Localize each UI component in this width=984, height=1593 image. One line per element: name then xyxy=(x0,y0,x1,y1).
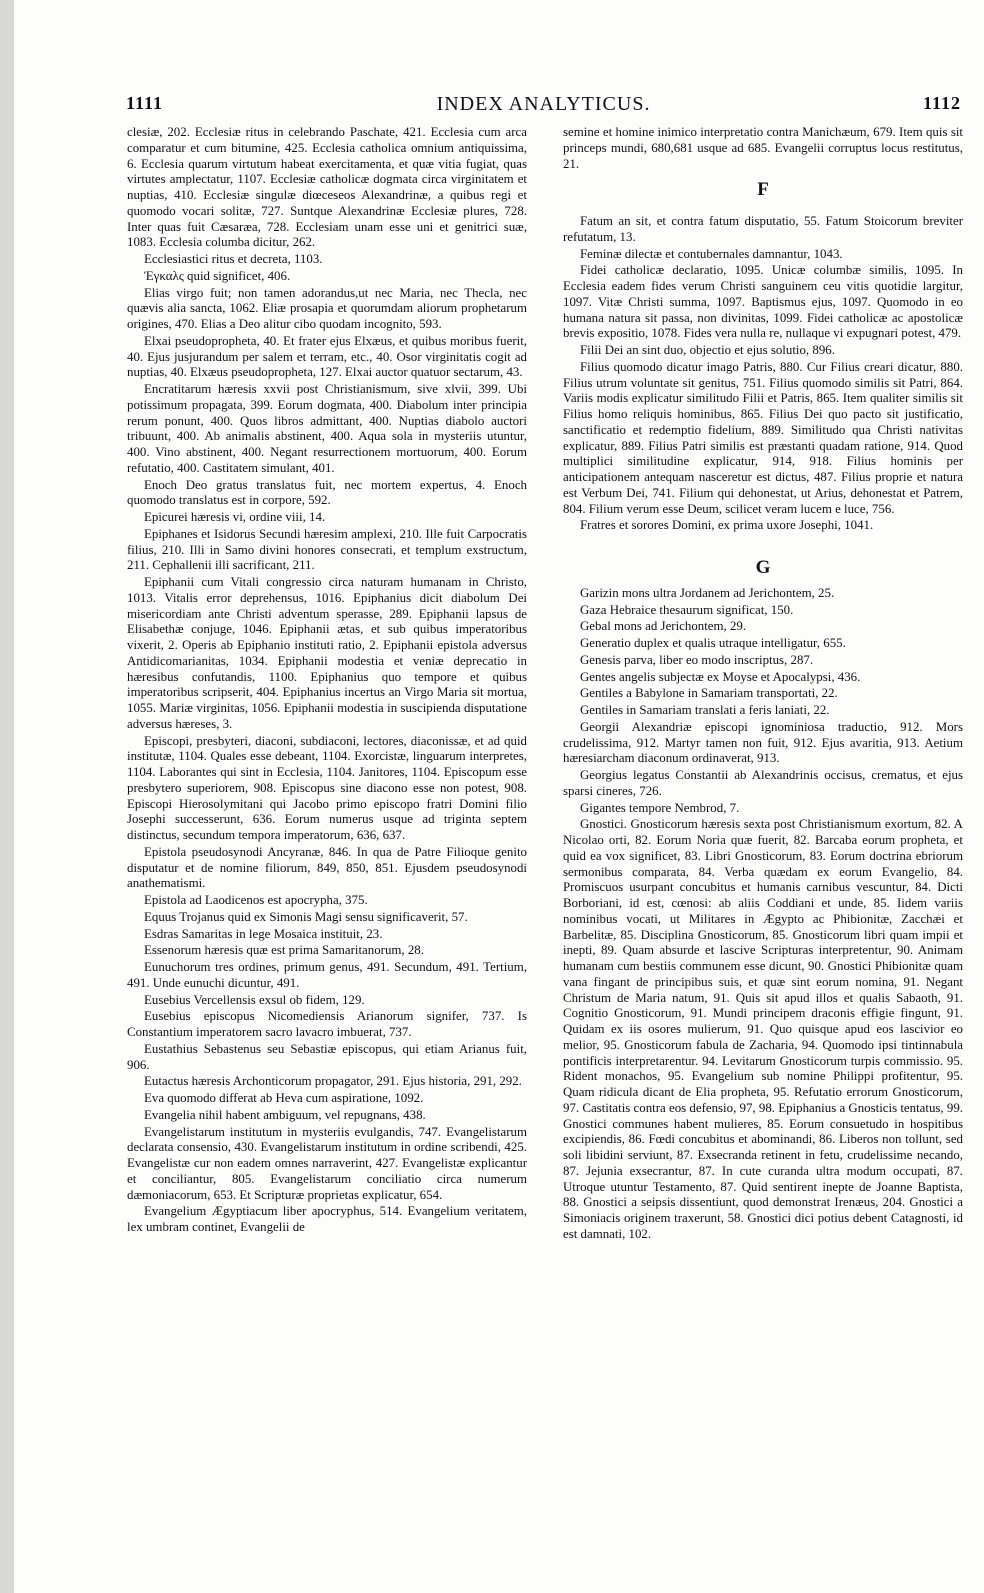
index-entry: Eusebius episcopus Nicomediensis Arianorum signifer, 737. Is Constantium imperatorem sacro lavacro imbuerat, 737. xyxy=(127,1009,527,1039)
index-entry: Enoch Deo gratus translatus fuit, nec mortem expertus, 4. Enoch quomodo translatus est in corpore, 592. xyxy=(127,477,527,508)
index-entry: Epiphanes et Isidorus Secundi hæresim amplexi, 210. Ille fuit Carpocratis filius, 210. Illi in Samo divini honores consecrati, et templum exstructum, 211. Cephallenii illi sacrificant, 211. xyxy=(127,526,527,573)
index-entry: Ecclesiastici ritus et decreta, 1103. xyxy=(144,252,323,266)
index-entry: Gigantes tempore Nembrod, 7. xyxy=(580,800,740,815)
index-entry: Gaza Hebraice thesaurum significat, 150. xyxy=(580,602,794,617)
index-entry: Filii Dei an sint duo, objectio et ejus solutio, 896. xyxy=(580,343,835,357)
index-entry: Gentiles in Samariam translati a feris laniati, 22. xyxy=(580,703,830,717)
index-entry: Equus Trojanus quid ex Simonis Magi sensu significaverit, 57. xyxy=(144,909,468,924)
index-entry: Essenorum hæresis quæ est prima Samaritanorum, 28. xyxy=(144,943,424,958)
page-header xyxy=(126,93,961,121)
index-entry: Gebal mons ad Jerichontem, 29. xyxy=(580,619,747,634)
index-entry: Epistola ad Laodicenos est apocrypha, 375. xyxy=(144,893,368,907)
page-number-right: 1112 xyxy=(922,93,961,113)
index-entry: Gentiles a Babylone in Samariam transportati, 22. xyxy=(580,686,838,701)
index-entry: Epicurei hæresis vi, ordine viii, 14. xyxy=(144,510,326,524)
right-column xyxy=(563,125,963,1244)
index-entry: Evangelium Ægyptiacum liber apocryphus, 514. Evangelium veritatem, lex umbram continet, Evangelii de xyxy=(127,1204,527,1234)
section-letter-g: G xyxy=(755,557,771,578)
index-entry: Fratres et sorores Domini, ex prima uxore Josephi, 1041. xyxy=(580,518,874,533)
index-entry: Episcopi, presbyteri, diaconi, subdiaconi, lectores, diaconissæ, et ad quid institutæ, 1104. Quales esse debeant, 1104. Exorcistæ, linguarum interpretes, 1104. Laborantes qui sint in Ecclesia, 1104. Janitores, 1104. Episcopum esse presbytero superiorem, 908. Episcopus sine diacono esse non potest, 908. Episcopi Hierosolymitani qui Jacobo primo episcopo fratri Domini filio Josephi successerunt, 636. Eorum numerus usque ad triginta septem distinctus, secundum tempora imperatorum, 636, 637. xyxy=(127,733,527,842)
index-entry: Georgius legatus Constantii ab Alexandrinis occisus, crematus, et ejus sparsi cineres, 726. xyxy=(563,768,963,798)
index-entry: Feminæ dilectæ et contubernales damnantur, 1043. xyxy=(580,246,843,261)
index-entry: Elias virgo fuit; non tamen adorandus,ut nec Maria, nec Thecla, nec quævis alia sancta, 1062. Eliæ prosapia et quorumdam aliorum prophetarum origines, 470. Elias a Deo alitur cibo quodam incognito, 593. xyxy=(127,285,527,331)
index-entry: Fatum an sit, et contra fatum disputatio, 55. Fatum Stoicorum breviter refutatum, 13. xyxy=(563,214,963,244)
index-entry: Eusebius Vercellensis exsul ob fidem, 129. xyxy=(144,992,365,1007)
index-entry: Eva quomodo differat ab Heva cum aspiratione, 1092. xyxy=(144,1091,424,1105)
index-entry-continuation: semine et homine inimico interpretatio contra Manichæum, 679. Item quis sit princeps mundi, 680,681 usque ad 685. Evangelii corruptus locus restitutus, 21. xyxy=(563,125,963,171)
index-entry: Gentes angelis subjectæ ex Moyse et Apocalypsi, 436. xyxy=(580,669,861,684)
index-entry: Encratitarum hæresis xxvii post Christianismum, sive xlvii, 399. Ubi potissimum propagata, 399. Eorum dogmata, 400. Diabolum inter principia rerum ponunt, 400. Quos libros admittant, 400. Nuptias diabolo auctori tribuunt, 400. Ab animalis abstinent, 400. Aqua sola in mysteriis utuntur, 400. Vino abstinent, 400. Negant resurrectionem mortuorum, 400. Eorum refutatio, 400. Castitatem simulant, 401. xyxy=(127,382,527,475)
index-entry: Generatio duplex et qualis utraque intelligatur, 655. xyxy=(580,636,846,650)
index-entry: Elxai pseudopropheta, 40. Et frater ejus Elxæus, et quibus moribus fuerit, 40. Ejus jusjurandum per salem et terram, etc., 40. Osor virginitatis cogit ad nuptias, 40. Elxæus pseudopropheta, 127. Elxai auctor quatuor sectarum, 43. xyxy=(127,333,527,380)
index-entry: Ἐγκαλς quid significet, 406. xyxy=(144,268,291,283)
index-entry: Epistola pseudosynodi Ancyranæ, 846. In qua de Patre Filioque genito disputatur et de nomine filiorum, 849, 850, 851. Ejusdem pseudosynodi anathematismi. xyxy=(127,844,527,891)
index-entry: Garizin mons ultra Jordanem ad Jerichontem, 25. xyxy=(580,585,835,600)
index-entry: Fidei catholicæ declaratio, 1095. Unicæ columbæ similis, 1095. In Ecclesia eadem fides verum Christi sanguinem ceu vitis quotidie largitur, 1097. Vitæ Christi summa, 1097. Baptismus ejus, 1097. Quomodo in eo humana natura sit passa, non divinitas, 1099. Fidei catholicæ ac apostolicæ brevis expositio, 1078. Fides vera nulla re, nullaque vi expugnari potest, 479. xyxy=(563,263,963,341)
index-entry: Filius quomodo dicatur imago Patris, 880. Cur Filius creari dicatur, 880. Filius utrum voluntate sit genitus, 751. Filius quomodo similis sit Patri, 864. Variis modis explicatur similitudo Filii et Patris, 865. Item qualiter similis sit Filius homo reliquis hominibus, 865. Filius Dei quo pacto sit justificatio, sanctificatio et redemptio fidelium, 889. Similitudo qua Christi nativitas explicatur, 889. Filius Patri similis est præstanti quadam ratione, 914. Quod multiplici similitudine explicatur, 914, 918. Filius hominis per anticipationem antequam nasceretur est dictus, 487. Filius proprie et natura est Verbum Dei, 741. Filium qui dehonestat, ut Arius, dehonestat et Patrem, 804. Filium verum esse Deum, scilicet veram lucem e luce, 756. xyxy=(563,359,963,516)
index-entry: Esdras Samaritas in lege Mosaica instituit, 23. xyxy=(144,926,383,941)
index-entry: Genesis parva, liber eo modo inscriptus, 287. xyxy=(580,652,814,667)
index-entry: Epiphanii cum Vitali congressio circa naturam humanam in Christo, 1013. Vitalis error deprehensus, 1016. Epiphanius dicit diabolum Dei misericordiam ante Christi adventum sperasse, 289. Epiphanii lapsus de Elisabethæ conjuge, 1046. Epiphanii ætas, et sub quibus imperatoribus vixerit, 2. Operis ab Epiphanio instituti ratio, 2. Epiphanii epistola adversus Antidicomarianitas, 1034. Epiphanii modestia et veniæ deprecatio in hæresibus confutandis, 1100. Epiphanius quo tempore et quibus imperatoribus scripserit, 404. Epiphanius incertus an Virgo Maria sit mortua, 1055. Mariæ virginitas, 1056. Epiphanii modestia in suscipienda disputatione adversus hæreses, 3. xyxy=(127,575,527,731)
index-entry: Evangelistarum institutum in mysteriis evulgandis, 747. Evangelistarum declarata consensio, 430. Evangelistarum institutum in ordine scribendi, 425. Evangelistæ cur non eadem omnes narraverint, 427. Evangelistæ explicantur et conciliantur, 805. Evangelistarum conciliatio circa numerum dæmoniacorum, 653. Et Scripturæ proprietas explicatur, 654. xyxy=(127,1124,527,1202)
index-entry: Georgii Alexandriæ episcopi ignominiosa traductio, 912. Mors crudelissima, 912. Martyr tamen non fuit, 912. Ejus avaritia, 913. Aetium hæresiarcham diaconum ordinaverat, 913. xyxy=(563,719,963,766)
page-number-left: 1111 xyxy=(126,93,164,113)
scan-margin-strip xyxy=(0,0,14,1593)
index-entry: Gnostici. Gnosticorum hæresis sexta post Christianismum exortum, 82. A Nicolao orti, 82. Eorum Noria quæ fuerit, 82. Barcaba eorum propheta, et quid ea vox significet, 83. Libri Gnosticorum, 83. Eorum doctrina ebriorum sermonibus comparata, 84. Verba quædam ex eorum Evangelio, 84. Promiscuos usurpant concubitus et humanis carnibus vescuntur, 84. Dicti Borboriani, id est, cœnosi: ab aliis Coddiani et unde, 85. Iidem variis nominibus vocati, ut Militares in Ægypto ac Phibionitæ, Zacchæi et Barbelitæ, 85. Disciplina Gnosticorum, 85. Gnosticorum libri quam impii et inepti, 89. Quam absurde et lascive Scripturas interpretentur, 90. Animam humanam cum bestiis communem esse dicunt, 90. Gnostici Phibionitæ quam vana fingant de principibus suis, et quæ sint eorum nomina, 91. Negant Christum de Maria natum, 91. Quis sit apud illos et qualis Sabaoth, 91. Cognitio Gnosticorum, 91. Mundi principem draconis effigie fingunt, 91. Quidam ex iis osores mulierum, 91. Quo quisque apud eos lascivior eo melior, 95. Gnosticorum fabula de Zacharia, 94. Quomodo ipsi tintinnabula pontificis interpretarentur. 94. Levitarum Gnosticorum turpis commissio. 95. Rident monachos, 95. Evangelium sub nomine Philippi profitentur, 95. Quam ridicula dicant de Elia propheta, 95. Refutatio errorum Gnosticorum, 97. Castitatis contra eos defensio, 97, 98. Epiphanius a Gnosticis tentatus, 99. Gnostici communes habent mulieres, 85. Eorum consuetudo in hospitibus excipiendis, 86. Fœdi concubitus et abominandi, 86. Liberos non tollunt, sed soli libidini serviunt, 87. Exsecranda retinent in fetu, crudelissime necando, 87. Jejunia exsecrantur, 87. In cute curanda ultra modum occupati, 87. Utroque utuntur Testamento, 87. Quid sentirent inepte de Joanne Baptista, 88. Gnostici a seipsis dissentiunt, quod demonstrat Irenæus, 204. Gnostici a Simoniacis originem traxerunt, 58. Gnostici dici potius debent Catagnosti, id est damnati, 102. xyxy=(563,817,963,1241)
index-entry: Evangelia nihil habent ambiguum, vel repugnans, 438. xyxy=(144,1107,426,1122)
section-letter-f: F xyxy=(757,179,769,201)
index-entry: Eustathius Sebastenus seu Sebastiæ episcopus, qui etiam Arianus fuit, 906. xyxy=(127,1041,527,1072)
running-title: INDEX ANALYTICUS. xyxy=(436,93,651,115)
index-entry: Eutactus hæresis Archonticorum propagator, 291. Ejus historia, 291, 292. xyxy=(144,1074,522,1089)
index-entry: Eunuchorum tres ordines, primum genus, 491. Secundum, 491. Tertium, 491. Unde eunuchi dicuntur, 491. xyxy=(127,960,527,990)
index-entry: clesiæ, 202. Ecclesiæ ritus in celebrando Paschate, 421. Ecclesia cum arca comparatur et cum bitumine, 425. Ecclesia catholica omnium antiquissima, 6. Ecclesia quarum virtutum habeat exercitamenta, et quæ vitia fugiat, quas virtutes amplectatur, 1107. Ecclesiæ catholicæ dogmata circa virginitatem et nuptias, 410. Ecclesiæ singulæ diœceseos Alexandrinæ, a quibus regi et quomodo vocari solitæ, 727. Suntque Alexandrinæ Ecclesiæ plures, 728. Inter quas fuit Cæsaræa, 728. Ecclesiam unam esse uni et genitrici suæ, 1083. Ecclesia columba dicitur, 262. xyxy=(127,125,527,250)
left-column xyxy=(127,125,527,1237)
